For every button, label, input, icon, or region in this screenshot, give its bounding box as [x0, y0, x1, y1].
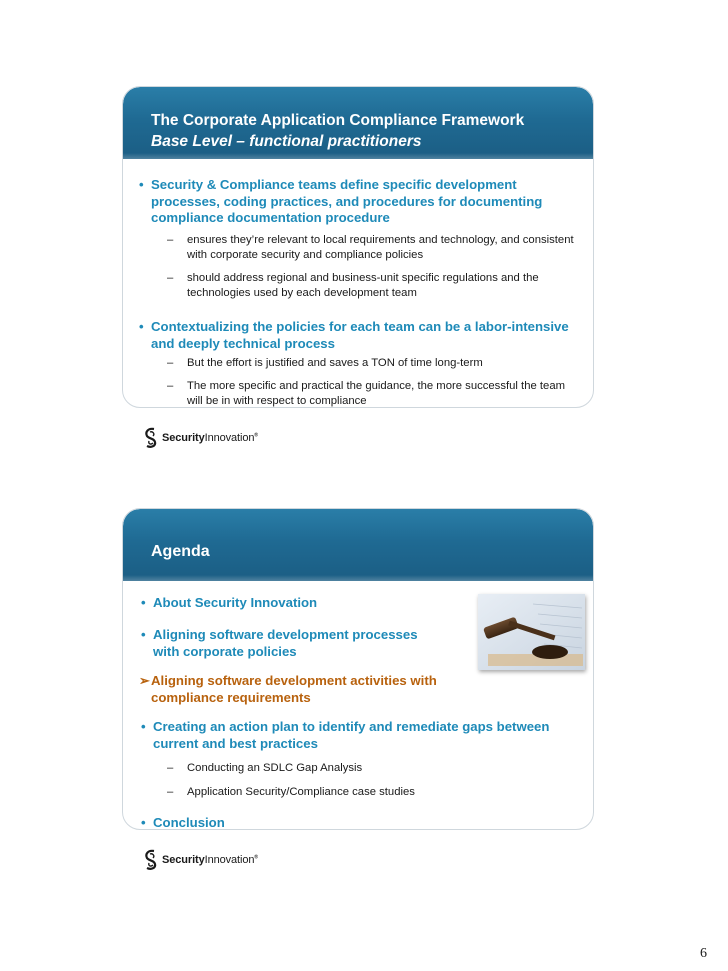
sub-bullet-item: [167, 271, 575, 300]
agenda-item: [141, 627, 443, 660]
logo-mark-icon: [143, 427, 159, 449]
bullet-dot: •: [141, 815, 146, 830]
slide-subtitle: Base Level – functional practitioners: [151, 133, 422, 150]
agenda-item-text: About Security Innovation: [153, 595, 318, 610]
agenda-sub-item: [167, 785, 575, 800]
agenda-item-text: Aligning software development processes with corporate policies: [153, 627, 418, 659]
bullet-dot: •: [139, 319, 144, 334]
sub-bullet-text: should address regional and business-unit specific regulations and the technologies used by each development team: [187, 272, 539, 299]
page-number: 6: [700, 946, 707, 961]
slide-compliance-framework: [122, 86, 594, 408]
sub-bullet-item: [167, 379, 575, 408]
slide-title: Agenda: [151, 543, 210, 560]
agenda-sub-item-text: Application Security/Compliance case studies: [187, 786, 415, 798]
slide-title-bar: [123, 87, 593, 159]
agenda-item-text: Creating an action plan to identify and remediate gaps between current and best practices: [153, 719, 550, 751]
bullet-dot: •: [139, 177, 144, 192]
sub-bullet-dash: –: [167, 234, 174, 246]
bullet-item: [139, 177, 583, 227]
logo-wordmark: SecurityInnovation®: [162, 432, 258, 444]
bullet-text: Contextualizing the policies for each team can be a labor-intensive and deeply technical process: [151, 319, 569, 351]
sub-bullet-dash: –: [167, 380, 174, 392]
agenda-item-text: Aligning software development activities with compliance requirements: [151, 673, 437, 705]
sub-bullet-dash: –: [167, 762, 174, 774]
agenda-sub-item: [167, 761, 575, 776]
sub-bullet-item: [167, 356, 575, 371]
arrow-bullet-icon: ➢: [139, 673, 151, 688]
slide-title: The Corporate Application Compliance Framework: [151, 112, 525, 129]
security-innovation-logo: [143, 849, 258, 871]
bullet-dot: •: [141, 595, 146, 610]
bullet-text: Security & Compliance teams define specific development processes, coding practices, and procedures for documenting compliance documentation procedure: [151, 177, 543, 225]
agenda-item: [141, 595, 583, 612]
security-innovation-logo: [143, 427, 258, 449]
agenda-item-text: Conclusion: [153, 815, 225, 830]
logo-mark-icon: [143, 849, 159, 871]
agenda-item: [141, 719, 583, 752]
sub-bullet-dash: –: [167, 357, 174, 369]
bullet-dot: •: [141, 719, 146, 734]
slide-title-bar: [123, 509, 593, 581]
sub-bullet-item: [167, 233, 575, 262]
agenda-item: [141, 815, 583, 830]
agenda-sub-item-text: Conducting an SDLC Gap Analysis: [187, 762, 363, 774]
logo-wordmark: SecurityInnovation®: [162, 854, 258, 866]
sub-bullet-text: But the effort is justified and saves a TON of time long-term: [187, 357, 483, 369]
bullet-dot: •: [141, 627, 146, 642]
slide-agenda: [122, 508, 594, 830]
sub-bullet-text: The more specific and practical the guidance, the more successful the team will be in with respect to compliance: [187, 380, 566, 407]
sub-bullet-dash: –: [167, 272, 174, 284]
bullet-item: [139, 319, 583, 352]
agenda-item-current: [139, 673, 443, 706]
sub-bullet-dash: –: [167, 786, 174, 798]
sub-bullet-text: ensures they’re relevant to local requirements and technology, and consistent with corporate security and compliance policies: [187, 234, 574, 261]
